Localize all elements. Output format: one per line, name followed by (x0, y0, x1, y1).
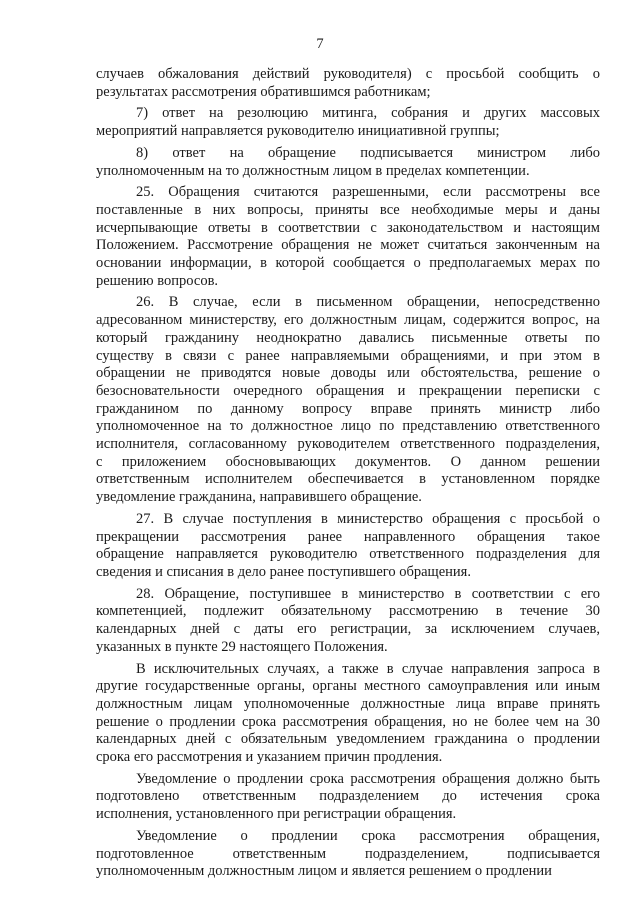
paragraph (96, 511, 600, 582)
text-line: гражданином по данному вопросу вправе принять министр либо (96, 400, 600, 417)
paragraph (96, 294, 600, 506)
text-line: компетенцией, подлежит обязательному рассмотрению в течение 30 (96, 603, 600, 620)
text-line: 25. Обращения считаются разрешенными, если рассмотрены все (136, 184, 600, 201)
paragraph (96, 828, 600, 881)
text-line: решение о продлении срока рассмотрения обращения, но не более чем на 30 (96, 713, 600, 730)
text-line: с приложением обосновывающих документов. О данном решении (96, 453, 600, 470)
text-line: должностным лицам уполномоченные должностные лица вправе принять (96, 695, 600, 712)
text-line: прекращении рассмотрения ранее направленного обращения такое (96, 528, 600, 545)
text-line: результатах рассмотрения обратившимся работникам; (96, 83, 431, 100)
text-line: решению вопросов. (96, 272, 219, 289)
text-line: случаев обжалования действий руководителя) с просьбой сообщить о (96, 66, 600, 82)
paragraph (96, 586, 600, 657)
text-line: обращение направляется руководителю ответственного подразделения для (96, 546, 600, 563)
paragraph (96, 661, 600, 767)
text-line: календарных дней с даты его регистрации, за исключением случаев, (96, 621, 600, 638)
text-line: В исключительных случаях, а также в случае направления запроса в (136, 660, 600, 677)
paragraph (96, 105, 600, 140)
text-line: подготовлено ответственным подразделением до истечения срока (96, 788, 600, 805)
paragraph (96, 66, 600, 101)
text-line: исполнителя, согласованному руководителем ответственного подразделения, (96, 436, 600, 453)
text-line: безосновательности очередного обращения и прекращении переписки с (96, 382, 600, 399)
text-line: 28. Обращение, поступившее в министерство в соответствии с его (136, 585, 600, 602)
text-line: ответственным исполнителем обеспечивается в установленном порядке (96, 471, 600, 488)
text-line: обращении не приводятся новые доводы или обстоятельства, решение о (96, 365, 600, 382)
text-line: 7) ответ на резолюцию митинга, собрания и других массовых (136, 105, 600, 122)
text-line: подготовленное ответственным подразделением, подписывается (96, 845, 600, 862)
text-line: срока его рассмотрения и указанием причин продления. (96, 749, 443, 766)
text-line: 8) ответ на обращение подписывается министром либо (136, 144, 600, 161)
text-line: исчерпывающие ответы в соответствии с законодательством и настоящим (96, 219, 600, 236)
paragraph (96, 771, 600, 824)
text-line: сведения и списания в дело ранее поступившего обращения. (96, 563, 471, 580)
text-line: мероприятий направляется руководителю инициативной группы; (96, 123, 500, 140)
document-body (96, 66, 600, 881)
text-line: Уведомление о продлении срока рассмотрения обращения, (136, 827, 600, 844)
text-line: Положением. Рассмотрение обращения не может считаться законченным на (96, 237, 600, 254)
paragraph (96, 184, 600, 290)
text-line: существу в связи с ранее направляемыми обращениями, и при этом в (96, 347, 600, 364)
paragraph (96, 145, 600, 180)
text-line: календарных дней с обязательным уведомлением гражданина о продлении (96, 731, 600, 748)
text-line: адресованном министерству, его должностным лицам, содержится вопрос, на (96, 312, 600, 329)
text-line: уведомление гражданина, направившего обращение. (96, 489, 422, 506)
text-line: исполнения, установленного при регистрации обращения. (96, 806, 457, 823)
text-line: уполномоченное на то должностное лицо по представлению ответственного (96, 418, 600, 435)
text-line: указанных в пункте 29 настоящего Положения. (96, 638, 388, 655)
text-line: основании информации, в которой сообщается о предполагаемых мерах по (96, 255, 600, 272)
text-line: другие государственные органы, органы местного самоуправления или иным (96, 678, 600, 695)
text-line: который гражданину неоднократно давались письменные ответы по (96, 329, 600, 346)
text-line: уполномоченным должностным лицом и является решением о продлении (96, 863, 552, 880)
page-number: 7 (316, 36, 324, 52)
text-line: 27. В случае поступления в министерство обращения с просьбой о (136, 510, 600, 527)
text-line: 26. В случае, если в письменном обращении, непосредственно (136, 294, 600, 311)
text-line: Уведомление о продлении срока рассмотрения обращения должно быть (136, 770, 600, 787)
text-line: уполномоченным на то должностным лицом в пределах компетенции. (96, 162, 530, 179)
text-line: поставленные в них вопросы, приняты все необходимые меры и даны (96, 201, 600, 218)
